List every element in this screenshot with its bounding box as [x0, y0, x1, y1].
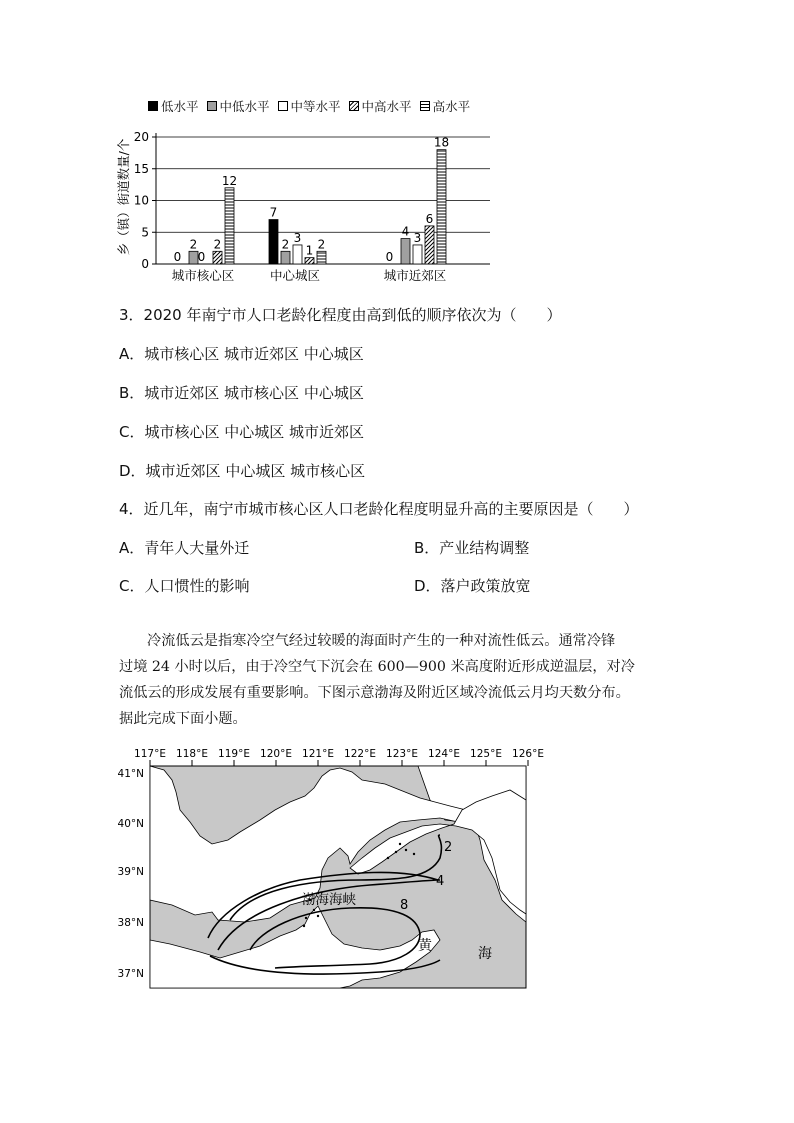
strait-label: 渤海海峡: [302, 892, 356, 908]
latitude-labels: [118, 768, 144, 980]
isoline-label-2: 2: [444, 840, 453, 855]
passage-line-3: 流低云的形成发展有重要影响。下图示意渤海及附近区域冷流低云月均天数分布。: [119, 685, 630, 701]
lon-label: 126°E: [512, 748, 544, 760]
bar-value-label: 0: [173, 250, 182, 264]
passage-line-2: 过境 24 小时以后，由于冷空气下沉会在 600—900 米高度附近形成逆温层，对冷: [119, 659, 635, 675]
chart-y-axis-title: 乡（镇）街道数量/个: [116, 138, 131, 256]
lon-label: 118°E: [176, 748, 208, 760]
question-4-option-c: C．人口惯性的影响: [119, 577, 250, 595]
y-tick-label: 20: [133, 130, 149, 144]
x-category-label: 中心城区: [269, 268, 321, 283]
bohai-map: [100, 740, 560, 1000]
bar-value-label: 3: [293, 230, 302, 245]
lon-label: 121°E: [302, 748, 334, 760]
passage-line-1: 冷流低云是指寒冷空气经过较暖的海面时产生的一种对流性低云。通常冷锋: [147, 633, 616, 649]
yellow-sea-label-2: 海: [478, 946, 492, 962]
bar-value-label: 0: [385, 250, 394, 264]
bar-2-1: [401, 239, 410, 264]
isoline-label-8: 8: [400, 898, 409, 913]
question-3-option-a: A．城市核心区 城市近郊区 中心城区: [119, 345, 364, 363]
lat-label: 38°N: [117, 917, 144, 929]
legend-label-high: 高水平: [432, 99, 471, 114]
lat-label: 37°N: [117, 968, 144, 980]
bar-1-2: [293, 245, 302, 264]
lon-label: 124°E: [428, 748, 460, 760]
lon-label: 123°E: [386, 748, 418, 760]
bar-2-4: [437, 150, 446, 264]
question-4-option-b: B．产业结构调整: [414, 539, 530, 557]
legend-label-mid: 中等水平: [290, 99, 341, 114]
legend-label-low: 低水平: [161, 99, 199, 114]
bar-1-3: [305, 258, 314, 264]
question-3-option-d: D．城市近郊区 中心城区 城市核心区: [119, 462, 366, 480]
lat-label: 39°N: [117, 866, 144, 878]
lat-label: 41°N: [117, 768, 144, 780]
x-category-label: 城市核心区: [171, 268, 235, 283]
legend-label-midlow: 中低水平: [219, 99, 270, 114]
bar-value-label: 12: [221, 173, 238, 188]
lon-label: 125°E: [470, 748, 502, 760]
bar-value-label: 2: [281, 237, 290, 252]
question-4-option-a: A．青年人大量外迁: [119, 539, 250, 557]
bar-value-label: 0: [197, 250, 206, 264]
bar-value-label: 2: [317, 237, 326, 252]
bar-chart: [0, 0, 794, 300]
bar-value-label: 7: [269, 205, 278, 220]
y-tick-label: 15: [133, 161, 149, 176]
bar-1-0: [269, 220, 278, 264]
bar-1-4: [317, 251, 326, 264]
lon-label: 122°E: [344, 748, 376, 760]
lon-label: 117°E: [134, 748, 166, 760]
bar-value-label: 2: [213, 237, 222, 252]
yellow-sea-label-1: 黄: [418, 938, 432, 954]
lon-label: 120°E: [260, 748, 292, 760]
question-4: 4．近几年，南宁市城市核心区人口老龄化程度明显升高的主要原因是（ ）: [119, 500, 639, 518]
y-tick-label: 0: [141, 257, 149, 271]
longitude-labels: [134, 748, 544, 760]
question-3-option-b: B．城市近郊区 城市核心区 中心城区: [119, 384, 364, 402]
lat-label: 40°N: [117, 818, 144, 830]
question-3: 3．2020 年南宁市人口老龄化程度由高到低的顺序依次为（ ）: [119, 306, 562, 324]
bar-0-3: [213, 251, 222, 264]
lon-label: 119°E: [218, 748, 250, 760]
bar-value-label: 2: [189, 237, 198, 252]
legend-label-midhigh: 中高水平: [361, 99, 412, 114]
passage-line-4: 据此完成下面小题。: [119, 711, 247, 727]
bar-2-3: [425, 226, 434, 264]
isoline-label-4: 4: [436, 874, 445, 889]
question-4-option-d: D．落户政策放宽: [414, 577, 531, 595]
bar-2-2: [413, 245, 422, 264]
bar-value-label: 18: [433, 135, 450, 150]
y-tick-label: 5: [141, 225, 149, 240]
bar-value-label: 3: [413, 230, 422, 245]
x-category-label: 城市近郊区: [383, 268, 447, 283]
y-tick-label: 10: [133, 193, 149, 208]
bar-1-1: [281, 251, 290, 264]
bar-0-4: [225, 188, 234, 264]
bar-value-label: 4: [401, 224, 410, 239]
bar-value-label: 6: [425, 211, 434, 226]
reading-passage: [119, 628, 685, 732]
question-3-option-c: C．城市核心区 中心城区 城市近郊区: [119, 423, 365, 441]
bar-0-1: [189, 251, 198, 264]
bar-value-label: 1: [305, 243, 314, 258]
